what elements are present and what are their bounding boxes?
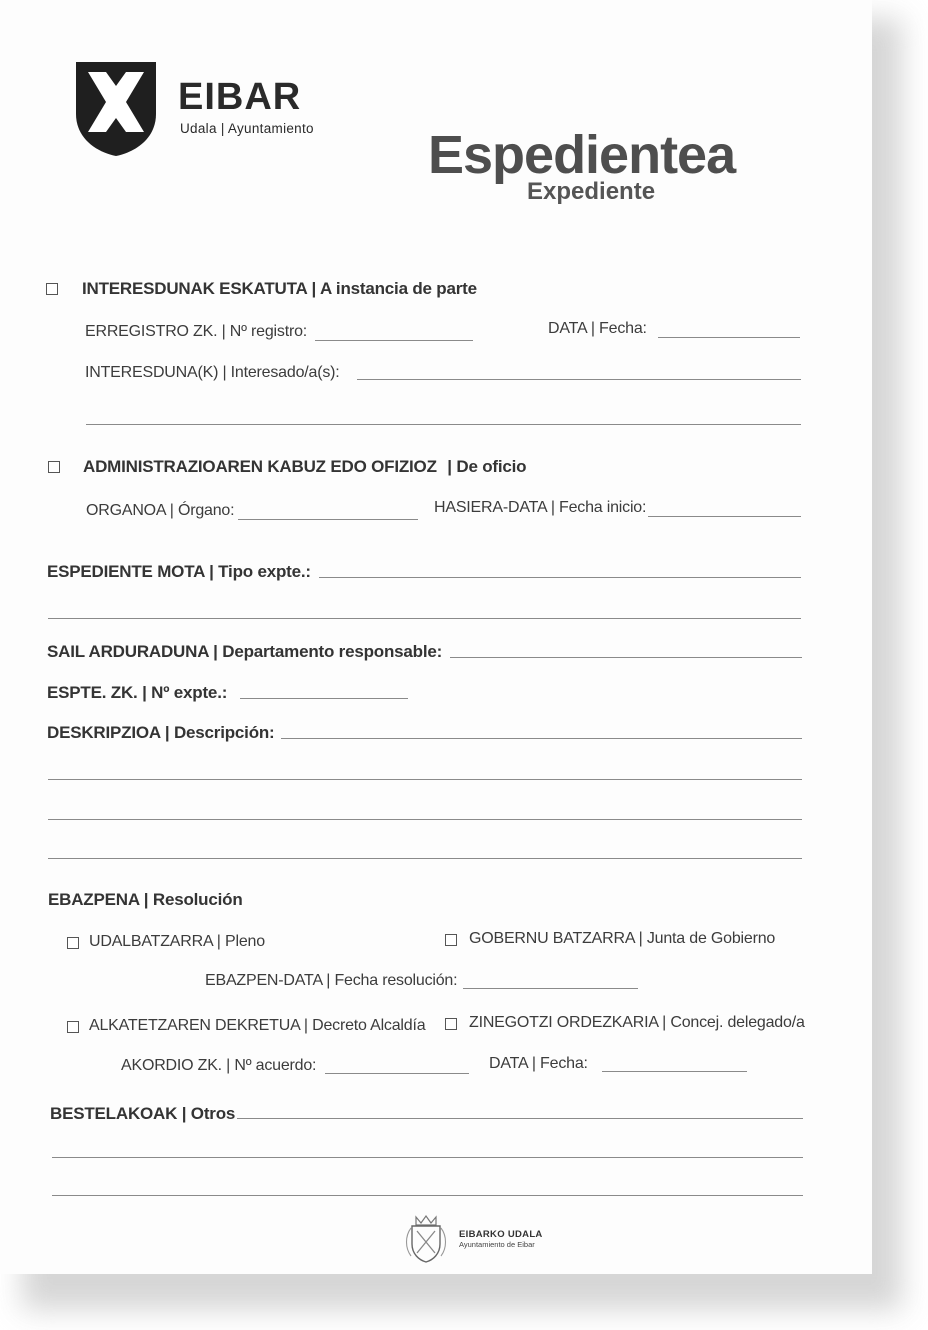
interesado-field-line-2[interactable] bbox=[86, 424, 801, 425]
fecha-acuerdo-label: DATA | Fecha: bbox=[489, 1055, 588, 1072]
fecha-inicio-field[interactable] bbox=[648, 516, 801, 517]
descripcion-label: DESKRIPZIOA | Descripción: bbox=[47, 723, 275, 742]
descripcion-field-line-4[interactable] bbox=[48, 858, 802, 859]
descripcion-field-line-2[interactable] bbox=[48, 779, 802, 780]
junta-checkbox[interactable] bbox=[445, 934, 457, 946]
fecha-inicio-label: HASIERA-DATA | Fecha inicio: bbox=[434, 499, 647, 516]
junta-label: GOBERNU BATZARRA | Junta de Gobierno bbox=[469, 930, 776, 947]
registro-field[interactable] bbox=[315, 340, 473, 341]
concejal-checkbox[interactable] bbox=[445, 1018, 457, 1030]
departamento-label: SAIL ARDURADUNA | Departamento responsable: bbox=[47, 642, 443, 661]
departamento-field[interactable] bbox=[450, 657, 802, 658]
acuerdo-label: AKORDIO ZK. | Nº acuerdo: bbox=[121, 1057, 317, 1074]
otros-field-line-3[interactable] bbox=[52, 1195, 803, 1196]
fecha-field[interactable] bbox=[658, 337, 800, 338]
interesado-field[interactable] bbox=[357, 379, 801, 380]
fecha-resolucion-label: EBAZPEN-DATA | Fecha resolución: bbox=[205, 972, 458, 989]
interesado-label: INTERESDUNA(K) | Interesado/a(s): bbox=[85, 364, 340, 381]
resolucion-heading: EBAZPENA | Resolución bbox=[48, 890, 243, 909]
tipo-label: ESPEDIENTE MOTA | Tipo expte.: bbox=[47, 562, 311, 581]
decreto-checkbox[interactable] bbox=[67, 1021, 79, 1033]
descripcion-field[interactable] bbox=[281, 738, 802, 739]
fecha-acuerdo-field[interactable] bbox=[602, 1071, 747, 1072]
fecha-label: DATA | Fecha: bbox=[548, 320, 647, 337]
page-title: Espedientea bbox=[428, 125, 736, 185]
tipo-field-line-2[interactable] bbox=[48, 618, 801, 619]
otros-label: BESTELAKOAK | Otros bbox=[50, 1104, 236, 1123]
eibar-coat-of-arms-icon bbox=[403, 1214, 449, 1264]
pleno-label: UDALBATZARRA | Pleno bbox=[89, 933, 265, 950]
concejal-label: ZINEGOTZI ORDEZKARIA | Concej. delegado/a bbox=[469, 1014, 805, 1031]
acuerdo-field[interactable] bbox=[325, 1073, 469, 1074]
tipo-field[interactable] bbox=[319, 577, 801, 578]
otros-field[interactable] bbox=[237, 1118, 803, 1119]
oficio-heading bbox=[83, 457, 526, 477]
brand-subtitle: Udala | Ayuntamiento bbox=[180, 121, 314, 136]
fecha-resolucion-field[interactable] bbox=[463, 988, 638, 989]
interesdunak-heading: INTERESDUNAK ESKATUTA | A instancia de parte bbox=[82, 279, 477, 298]
interesdunak-checkbox[interactable] bbox=[46, 283, 58, 295]
page-subtitle: Expediente bbox=[527, 178, 656, 205]
eibar-shield-logo-icon bbox=[76, 62, 156, 156]
oficio-heading-sub: | De oficio bbox=[447, 457, 527, 476]
footer-subtitle: Ayuntamiento de Eibar bbox=[459, 1240, 535, 1249]
expte-label: ESPTE. ZK. | Nº expte.: bbox=[47, 683, 228, 702]
oficio-heading-main: ADMINISTRAZIOAREN KABUZ EDO OFIZIOZ bbox=[83, 457, 437, 476]
descripcion-field-line-3[interactable] bbox=[48, 819, 802, 820]
oficio-checkbox[interactable] bbox=[48, 461, 60, 473]
footer-name: EIBARKO UDALA bbox=[459, 1229, 543, 1240]
organo-label: ORGANOA | Órgano: bbox=[86, 502, 235, 519]
pleno-checkbox[interactable] bbox=[67, 937, 79, 949]
decreto-label: ALKATETZAREN DEKRETUA | Decreto Alcaldía bbox=[89, 1017, 426, 1034]
registro-label: ERREGISTRO ZK. | Nº registro: bbox=[85, 323, 308, 340]
brand-name: EIBAR bbox=[178, 76, 302, 118]
expte-field[interactable] bbox=[240, 698, 408, 699]
organo-field[interactable] bbox=[238, 519, 418, 520]
otros-field-line-2[interactable] bbox=[52, 1157, 803, 1158]
